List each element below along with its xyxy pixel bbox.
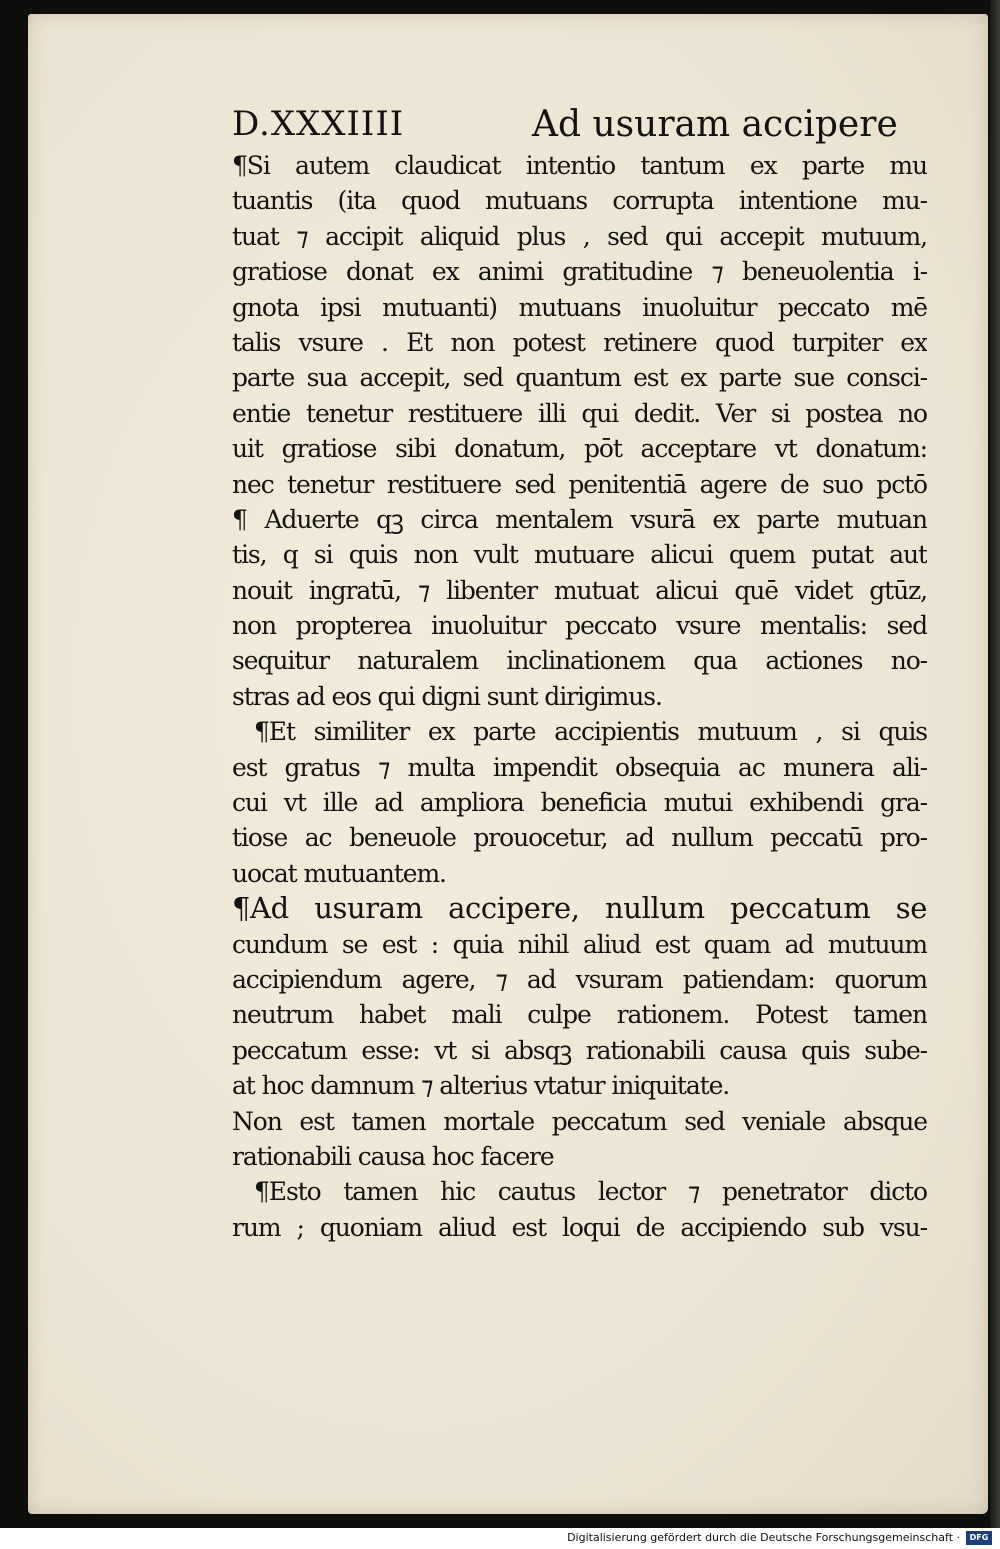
text-line: sequitur naturalem inclinationem qua actiones no- <box>232 646 927 676</box>
dfg-logo: DFG <box>966 1531 992 1545</box>
text-line: tuantis (ita quod mutuans corrupta intentione mu- <box>232 186 927 216</box>
text-line: est gratus ⁊ multa impendit obsequia ac munera ali- <box>232 752 927 782</box>
text-line: non propterea inuoluitur peccato vsure mentalis: sed <box>232 611 927 641</box>
text-line: ¶Esto tamen hic cautus lector ⁊ penetrator dicto <box>254 1177 927 1207</box>
text-line: rationabili causa hoc facere <box>232 1141 554 1171</box>
text-line: neutrum habet mali culpe rationem. Potest tamen <box>232 1000 927 1030</box>
funding-credit: Digitalisierung gefördert durch die Deutsche Forschungsgemeinschaft · <box>567 1531 960 1544</box>
text-line: gnota ipsi mutuanti) mutuans inuoluitur peccato mē <box>232 292 927 322</box>
text-line: tiose ac beneuole prouocetur, ad nullum peccatū pro- <box>232 823 927 853</box>
text-line: gratiose donat ex animi gratitudine ⁊ beneuolentia i- <box>232 257 927 287</box>
text-line: rum ; quoniam aliud est loqui de accipiendo sub vsu- <box>232 1212 927 1242</box>
book-edge <box>990 0 1000 1528</box>
folio-number: D.XXXIIII <box>232 104 405 144</box>
text-line: accipiendum agere, ⁊ ad vsuram patiendam: quorum <box>232 964 927 994</box>
footer-bar <box>0 1528 1000 1549</box>
text-line: nec tenetur restituere sed penitentiā agere de suo pctō <box>232 469 927 499</box>
body-text <box>232 148 927 1245</box>
text-line: ¶ Aduerte qꝫ circa mentalem vsurā ex parte mutuan <box>232 504 927 534</box>
text-line: cui vt ille ad ampliora beneficia mutui exhibendi gra- <box>232 788 927 818</box>
text-line: ¶Ad usuram accipere, nullum peccatum se <box>232 891 927 926</box>
text-line: parte sua accepit, sed quantum est ex parte sue consci- <box>232 363 927 393</box>
text-line: uocat mutuantem. <box>232 858 446 888</box>
text-line: stras ad eos qui digni sunt dirigimus. <box>232 681 662 711</box>
text-line: peccatum esse: vt si absqꝫ rationabili causa quis sube- <box>232 1035 927 1065</box>
text-line: cundum se est : quia nihil aliud est quam ad mutuum <box>232 929 927 959</box>
text-line: tis, q si quis non vult mutuare alicui quem putat aut <box>232 540 927 570</box>
text-line: at hoc damnum ⁊ alterius vtatur iniquitate. <box>232 1071 730 1101</box>
text-line: Non est tamen mortale peccatum sed veniale absque <box>232 1106 927 1136</box>
page-header <box>232 104 932 148</box>
text-line: nouit ingratū, ⁊ libenter mutuat alicui quē videt gtūz, <box>232 575 927 605</box>
text-line: tuat ⁊ accipit aliquid plus , sed qui accepit mutuum, <box>232 221 927 251</box>
running-title: Ad usuram accipere <box>532 104 898 145</box>
text-line: talis vsure . Et non potest retinere quod turpiter ex <box>232 327 927 357</box>
text-line: ¶Si autem claudicat intentio tantum ex parte mu <box>232 151 927 180</box>
text-line: ¶Et similiter ex parte accipientis mutuum , si quis <box>254 717 927 747</box>
text-line: entie tenetur restituere illi qui dedit. Ver si postea no <box>232 398 927 428</box>
text-line: uit gratiose sibi donatum, pōt acceptare vt donatum: <box>232 434 927 464</box>
